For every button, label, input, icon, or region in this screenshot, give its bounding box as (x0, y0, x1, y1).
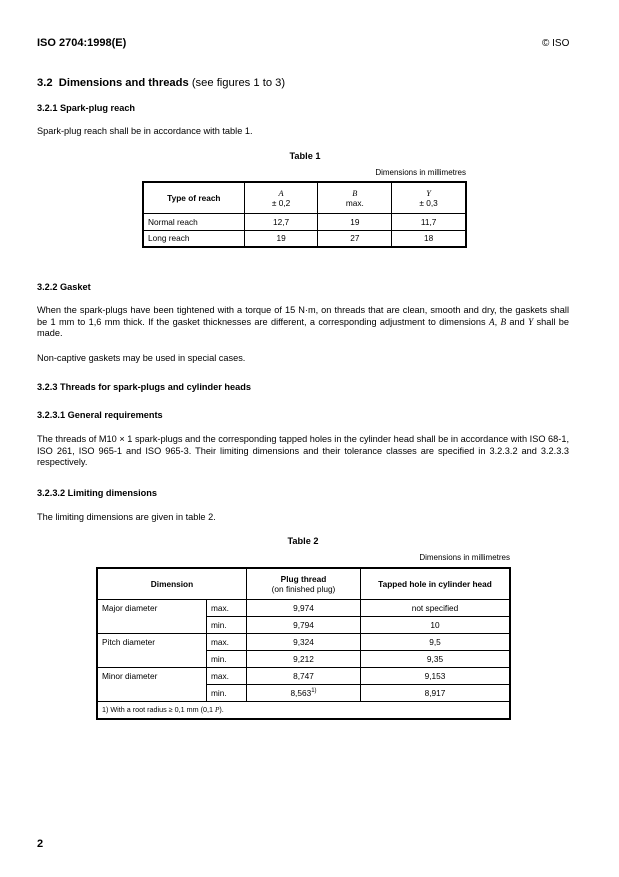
table-cell: min. (207, 616, 247, 633)
table-row (97, 633, 510, 650)
plug-thread-sublabel: (on finished plug) (271, 583, 336, 594)
table-1-header-row (143, 182, 466, 213)
table-cell: 18 (392, 230, 466, 247)
figure-reference: (see figures 1 to 3) (188, 77, 286, 89)
table-cell: max. (207, 599, 247, 616)
section-3-2-3-1-heading: 3.2.3.1 General requirements (37, 410, 163, 420)
separator: , (494, 316, 501, 327)
footnote-text-end: ). (219, 705, 224, 715)
table-2-units: Dimensions in millimetres (419, 553, 510, 562)
table-cell: 9,212 (247, 650, 361, 667)
table-2-header-dimension: Dimension (97, 568, 247, 599)
table-1-header-type: Type of reach (143, 182, 244, 213)
section-number: 3.2 (37, 77, 53, 89)
section-3-2-2-note: Non-captive gaskets may be used in special cases. (37, 353, 246, 363)
section-3-2-1-text: Spark-plug reach shall be in accordance with table 1. (37, 126, 253, 136)
document-standard-number: ISO 2704:1998(E) (37, 37, 127, 49)
table-1 (142, 181, 467, 248)
table-cell: 9,35 (361, 650, 511, 667)
tolerance-b: max. (345, 197, 364, 208)
table-cell: 19 (244, 230, 318, 247)
page-number: 2 (37, 838, 44, 850)
table-footnote-row (97, 701, 510, 719)
table-1-header-b (318, 182, 392, 213)
table-cell: max. (207, 667, 247, 684)
table-2-header-plug (247, 568, 361, 599)
table-cell: 9,153 (361, 667, 511, 684)
table-cell: 11,7 (392, 213, 466, 230)
section-3-2-heading (37, 77, 285, 89)
section-3-2-2-heading: 3.2.2 Gasket (37, 282, 91, 292)
plug-thread-label: Plug thread (280, 573, 327, 584)
table-cell: 27 (318, 230, 392, 247)
table-cell: 9,324 (247, 633, 361, 650)
symbol-b: B (352, 188, 358, 198)
section-3-2-3-heading: 3.2.3 Threads for spark-plugs and cylinder heads (37, 382, 251, 392)
table-row (143, 213, 466, 230)
conjunction: and (506, 316, 529, 327)
table-row (143, 230, 466, 247)
table-cell: 10 (361, 616, 511, 633)
table-cell: not specified (361, 599, 511, 616)
section-3-2-2-paragraph (37, 305, 569, 340)
symbol-a: A (278, 188, 284, 198)
section-title: Dimensions and threads (58, 77, 189, 89)
footnote-text: 1) With a root radius ≥ 0,1 mm (0,1 (102, 705, 215, 715)
table-1-header-y (392, 182, 466, 213)
table-2-header-hole: Tapped hole in cylinder head (361, 568, 511, 599)
table-cell: max. (207, 633, 247, 650)
section-3-2-3-1-text: The threads of M10 × 1 spark-plugs and the corresponding tapped holes in the cylinder head shall be in accordance with ISO 68-1, ISO 261, ISO 965-1 and ISO 965-3. Their limiting dimensions and their tolerance classes are specified in 3.2.3.2 and 3.2.3.3 respectively. (37, 434, 569, 467)
table-2-header-row (97, 568, 510, 599)
table-cell: Minor diameter (97, 667, 207, 701)
section-3-2-3-2-text: The limiting dimensions are given in table 2. (37, 512, 216, 522)
tolerance-y: ± 0,3 (419, 197, 438, 208)
section-3-2-3-2-heading: 3.2.3.2 Limiting dimensions (37, 488, 157, 498)
table-cell: Long reach (143, 230, 244, 247)
footnote-marker: 1) (311, 687, 317, 694)
table-2-caption: Table 2 (287, 536, 319, 546)
table-cell: Normal reach (143, 213, 244, 230)
table-1-units: Dimensions in millimetres (375, 168, 466, 177)
table-cell (247, 684, 361, 701)
symbol-y: Y (528, 316, 534, 327)
table-cell: 9,5 (361, 633, 511, 650)
table-cell: 12,7 (244, 213, 318, 230)
table-1-header-a (244, 182, 318, 213)
table-cell: 9,974 (247, 599, 361, 616)
table-cell: Major diameter (97, 599, 207, 633)
table-2 (96, 567, 511, 720)
table-cell: Pitch diameter (97, 633, 207, 667)
symbol-b: B (500, 316, 507, 327)
table-cell: 8,917 (361, 684, 511, 701)
table-2-footnote (97, 701, 510, 719)
table-cell: 9,794 (247, 616, 361, 633)
gasket-text-part-2: shall be made. (37, 316, 569, 338)
table-cell: min. (207, 650, 247, 667)
copyright-mark: © ISO (542, 38, 570, 49)
table-cell: min. (207, 684, 247, 701)
cell-value: 8,563 (290, 687, 312, 698)
table-row (97, 599, 510, 616)
table-cell: 19 (318, 213, 392, 230)
tolerance-a: ± 0,2 (271, 197, 291, 208)
table-1-caption: Table 1 (289, 151, 321, 161)
gasket-text-part-1: When the spark-plugs have been tightened with a torque of 15 N·m, on threads that are clean, smooth and dry, the gaskets shall be 1 mm to 1,6 mm thick. If the gasket thicknesses are different, a corresponding adjustment to dimensions (37, 305, 569, 327)
table-cell: 8,747 (247, 667, 361, 684)
section-3-2-1-heading: 3.2.1 Spark-plug reach (37, 103, 136, 113)
symbol-p: P (215, 706, 220, 715)
symbol-a: A (488, 316, 495, 327)
symbol-y: Y (426, 188, 431, 198)
table-row (97, 667, 510, 684)
